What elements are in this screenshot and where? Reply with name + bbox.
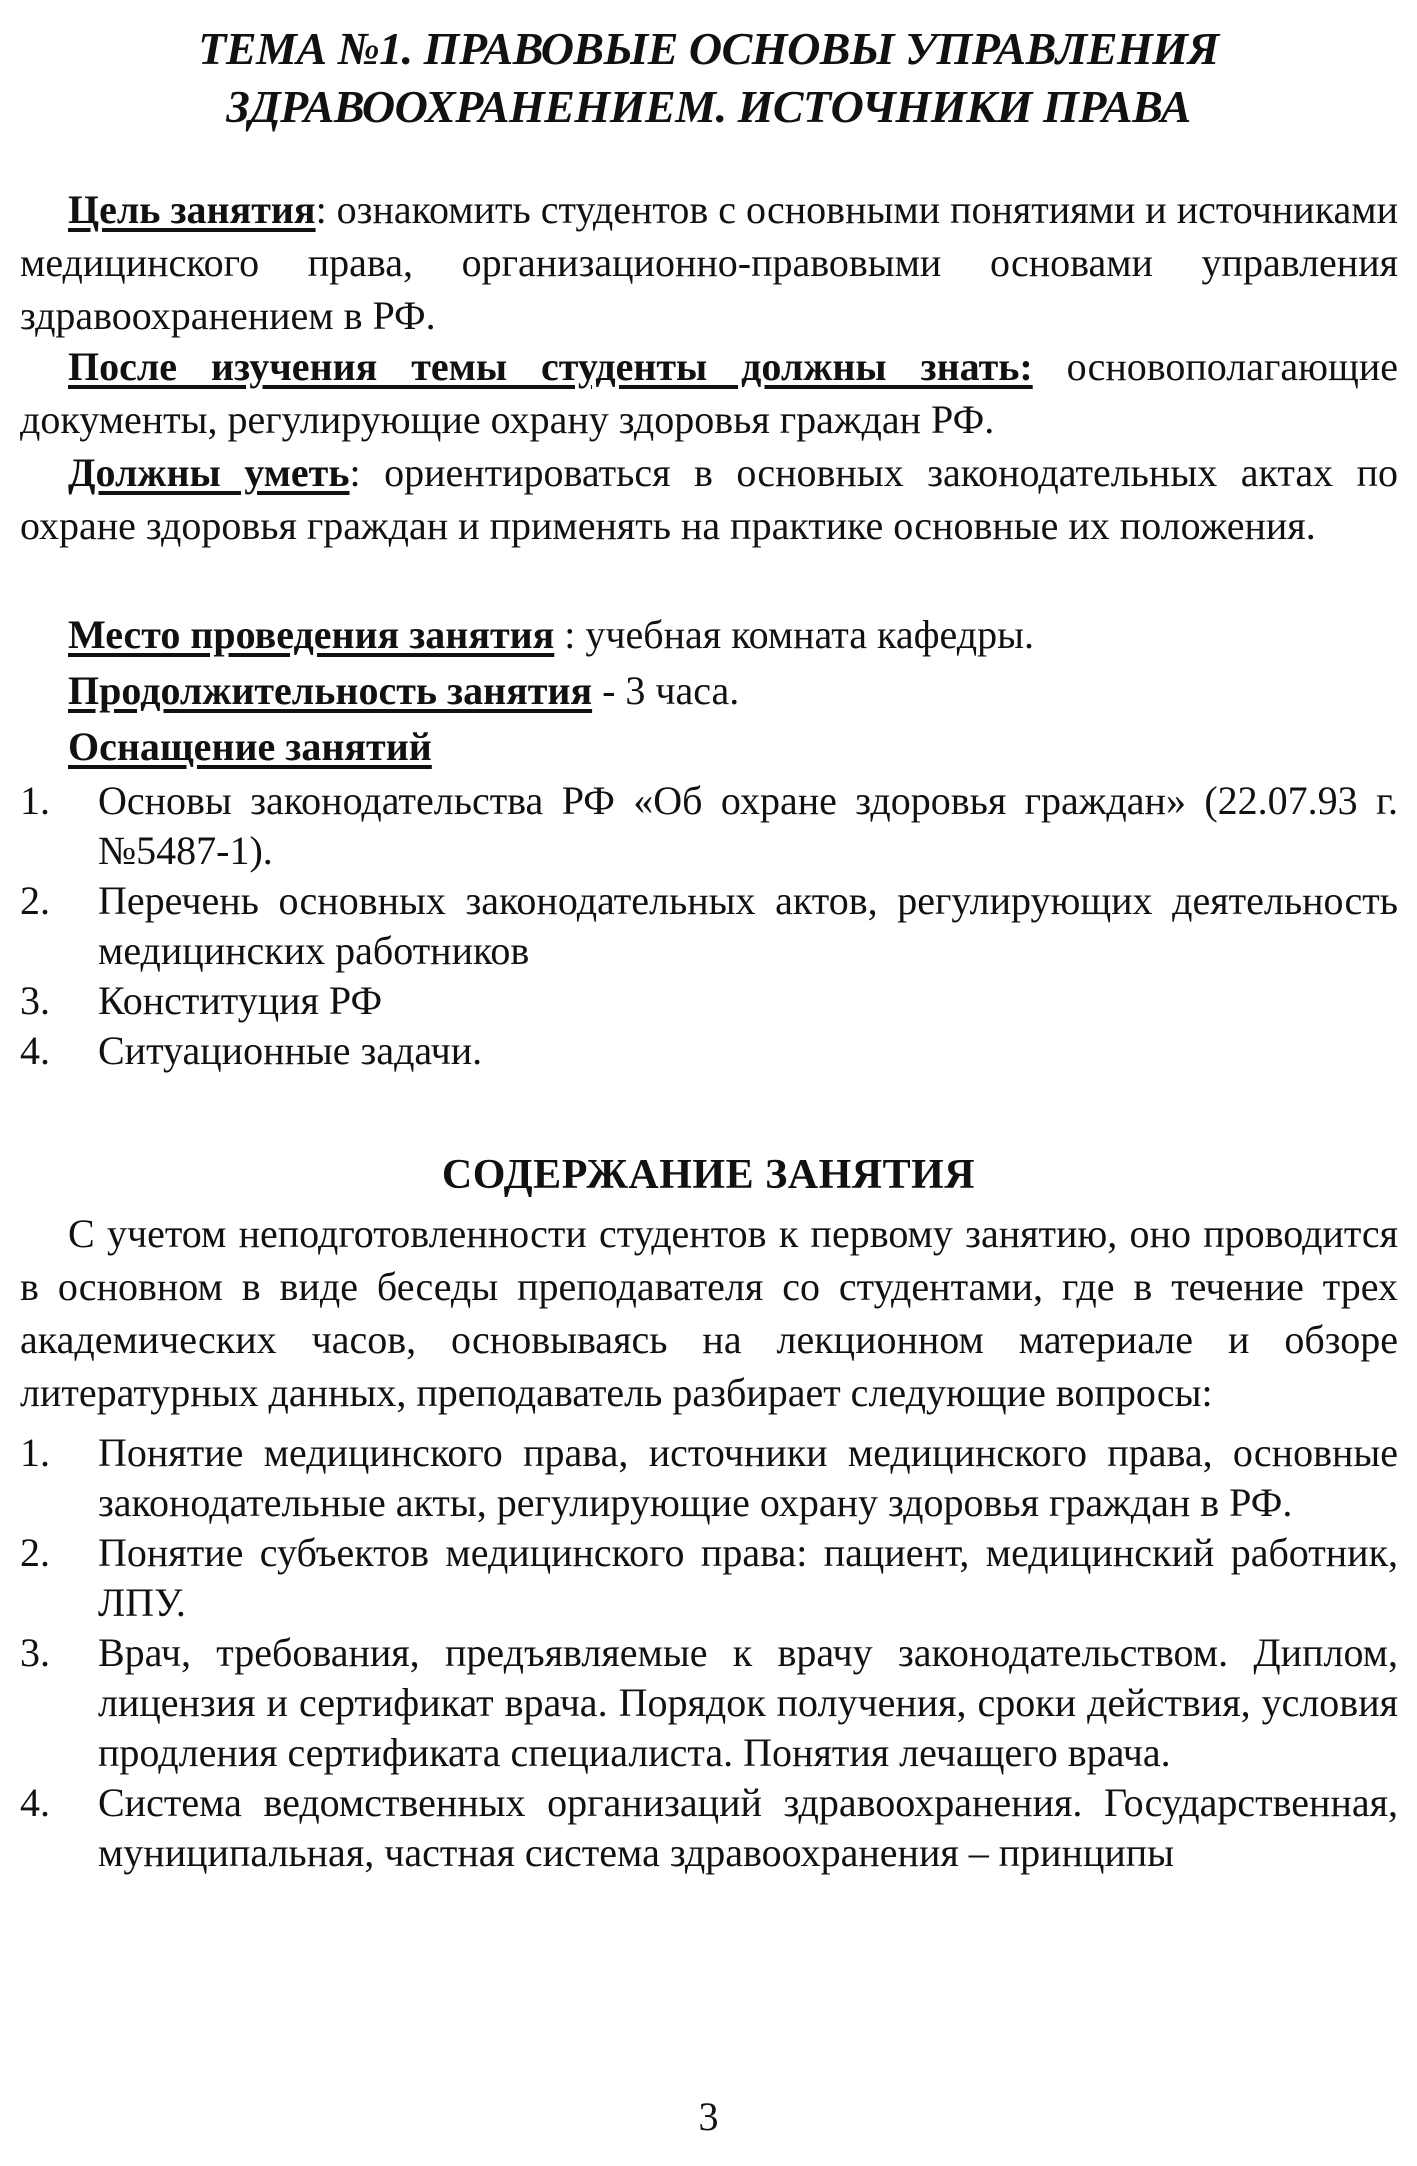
item-number: 3. bbox=[20, 1630, 50, 1675]
place-label: Место проведения занятия bbox=[68, 612, 555, 657]
question-item bbox=[20, 1428, 1398, 1528]
content-heading: СОДЕРЖАНИЕ ЗАНЯТИЯ bbox=[441, 1152, 976, 1198]
item-text: Конституция РФ bbox=[98, 978, 383, 1023]
questions-list bbox=[20, 1428, 1398, 1878]
item-text: Понятие медицинского права, источники медицинского права, основные законодательные акты, регулирующие охрану здоровья граждан в РФ. bbox=[98, 1430, 1398, 1525]
goal-label: Цель занятия bbox=[68, 187, 316, 232]
equipment-item bbox=[20, 976, 1398, 1026]
equipment-item bbox=[20, 876, 1398, 976]
equipment-item bbox=[20, 776, 1398, 876]
item-number: 3. bbox=[20, 978, 50, 1023]
equipment-item bbox=[20, 1026, 1398, 1076]
goal-text: : ознакомить студентов с основными понятиями и источниками медицинского права, организационно-правовыми основами управления здравоохранением в РФ. bbox=[20, 187, 1398, 338]
place-text: : учебная комната кафедры. bbox=[554, 612, 1034, 657]
title-line-2: ЗДРАВООХРАНЕНИЕМ. ИСТОЧНИКИ ПРАВА bbox=[226, 81, 1191, 132]
able-label: Должны уметь bbox=[68, 450, 350, 495]
able-paragraph bbox=[20, 446, 1398, 552]
item-text: Ситуационные задачи. bbox=[98, 1028, 483, 1073]
page-number: 3 bbox=[698, 2094, 719, 2139]
know-text: основополагающие документы, регулирующие охрану здоровья граждан РФ. bbox=[20, 344, 1398, 442]
item-number: 4. bbox=[20, 1780, 50, 1825]
question-item bbox=[20, 1528, 1398, 1628]
goal-paragraph bbox=[20, 183, 1398, 342]
item-text: Перечень основных законодательных актов, регулирующих деятельность медицинских работников bbox=[98, 878, 1398, 973]
content-intro: С учетом неподготовленности студентов к первому занятию, оно проводится в основном в виде беседы преподавателя со студентами, где в течение трех академических часов, основываясь на лекционном материале и обзоре литературных данных, преподаватель разбирает следующие вопросы: bbox=[20, 1211, 1398, 1415]
item-number: 2. bbox=[20, 878, 50, 923]
item-text: Врач, требования, предъявляемые к врачу законодательством. Диплом, лицензия и сертификат врача. Порядок получения, сроки действия, условия продления сертификата специалиста. Понятия лечащего врача. bbox=[98, 1630, 1398, 1775]
item-number: 1. bbox=[20, 1430, 50, 1475]
place-paragraph bbox=[20, 608, 1398, 661]
duration-text: - 3 часа. bbox=[592, 668, 740, 713]
duration-label: Продолжительность занятия bbox=[68, 668, 593, 713]
duration-paragraph bbox=[20, 664, 1398, 717]
item-number: 4. bbox=[20, 1028, 50, 1073]
item-text: Основы законодательства РФ «Об охране здоровья граждан» (22.07.93 г. №5487-1). bbox=[98, 778, 1398, 873]
item-number: 1. bbox=[20, 778, 50, 823]
equipment-heading: Оснащение занятий bbox=[68, 724, 432, 769]
title-line-1: ТЕМА №1. ПРАВОВЫЕ ОСНОВЫ УПРАВЛЕНИЯ bbox=[198, 23, 1219, 74]
item-number: 2. bbox=[20, 1530, 50, 1575]
question-item bbox=[20, 1628, 1398, 1778]
equipment-list bbox=[20, 776, 1398, 1076]
know-paragraph bbox=[20, 340, 1398, 446]
item-text: Понятие субъектов медицинского права: пациент, медицинский работник, ЛПУ. bbox=[98, 1530, 1398, 1625]
know-label: После изучения темы студенты должны знать: bbox=[68, 344, 1033, 389]
question-item bbox=[20, 1778, 1398, 1878]
page-title bbox=[60, 20, 1357, 136]
able-text: : ориентироваться в основных законодательных актах по охране здоровья граждан и применять на практике основные их положения. bbox=[20, 450, 1398, 548]
item-text: Система ведомственных организаций здравоохранения. Государственная, муниципальная, частная система здравоохранения – принципы bbox=[98, 1780, 1398, 1875]
